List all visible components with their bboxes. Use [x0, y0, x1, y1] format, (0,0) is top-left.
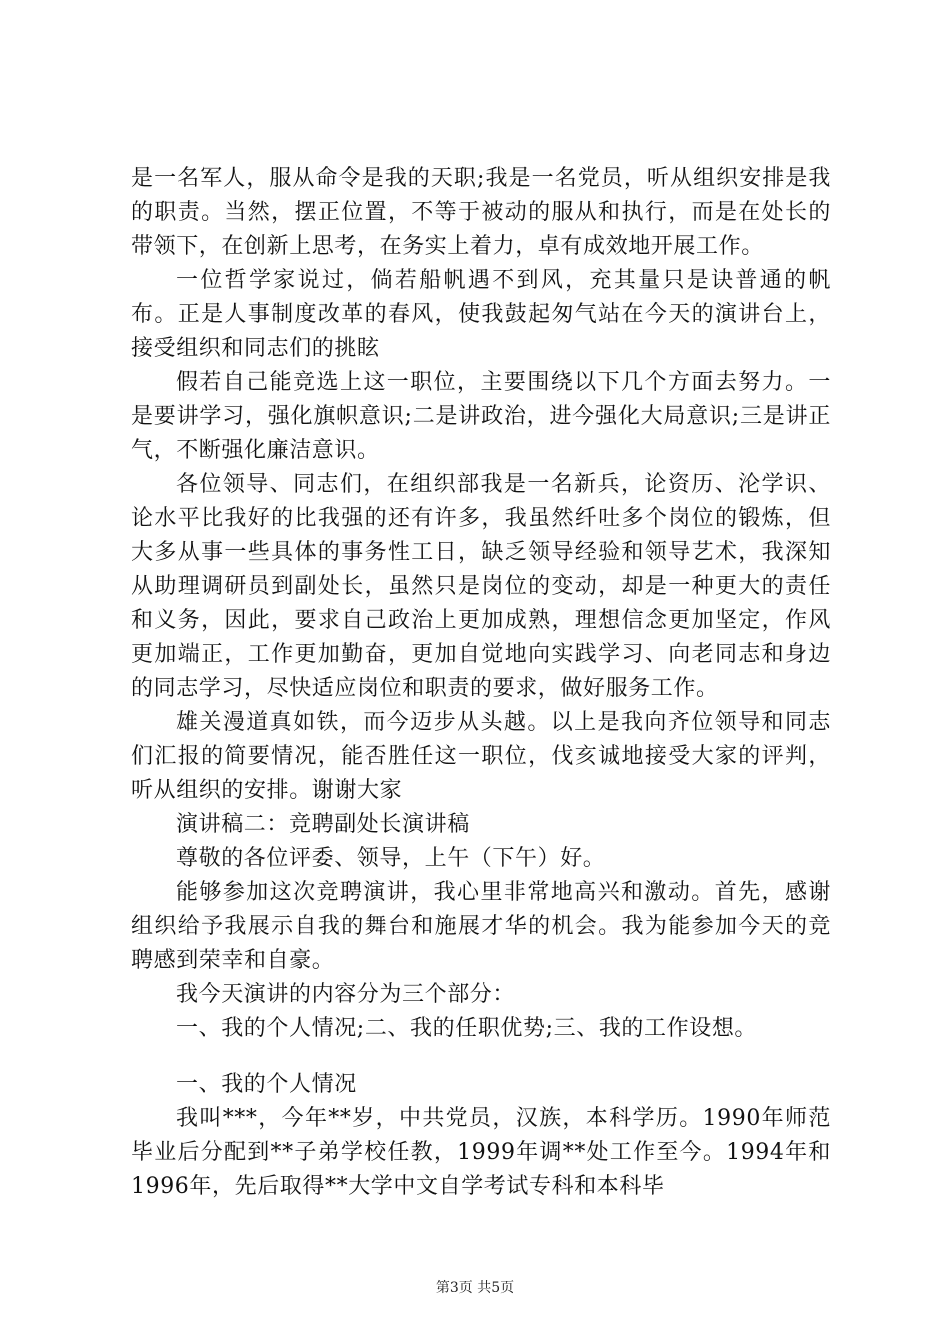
paragraph-1: 是一名军人，服从命令是我的天职;我是一名党员，听从组织安排是我的职责。当然，摆正位置，不等于被动的服从和执行，而是在处长的带领下，在创新上思考，在务实上着力，卓有成效地开展工作。 — [131, 166, 831, 259]
subheading: 一、我的个人情况 — [176, 1072, 357, 1097]
section-title: 演讲稿二：竞聘副处长演讲稿 — [176, 812, 470, 837]
paragraph-4: 各位领导、同志们，在组织部我是一名新兵，论资历、沦学识、论水平比我好的比我强的还有许多，我虽然纤吐多个岗位的锻炼，但大多从事一些具体的事务性工日，缺乏领导经验和领导艺术，我深知从助理调研员到副处长，虽然只是岗位的变动，却是一种更大的责任和义务，因此，要求自己政治上更加成熟，理想信念更加坚定，作风更加端正，工作更加勤奋，更加自觉地向实践学习、向老同志和身边的同志学习，尽快适应岗位和职责的要求，做好服务工作。 — [131, 472, 831, 701]
page-footer: 第3页 共5页 — [435, 1280, 515, 1296]
paragraph-2: 一位哲学家说过，倘若船帆遇不到风，充其量只是诀普通的帆布。正是人事制度改革的春风，使我鼓起匆气站在今天的演讲台上，接受组织和同志们的挑眩 — [131, 268, 831, 361]
salutation: 尊敬的各位评委、领导，上午（下午）好。 — [176, 846, 606, 871]
paragraph-5: 雄关漫道真如铁，而今迈步从头越。以上是我向齐位领导和同志们汇报的简要情况，能否胜任这一职位，伐亥诚地接受大家的评判，听从组织的安排。谢谢大家 — [131, 710, 831, 803]
outline-line: 一、我的个人情况;二、我的任职优势;三、我的工作设想。 — [176, 1016, 758, 1041]
paragraph-3: 假若自己能竞选上这一职位，主要围绕以下几个方面去努力。一是要讲学习，强化旗帜意识;二是讲政治，进今强化大局意识;三是讲正气，不断强化廉洁意识。 — [131, 370, 831, 463]
document-body — [131, 162, 831, 1204]
paragraph-8: 我叫***，今年**岁，中共党员，汉族，本科学历。1990年师范毕业后分配到**子弟学校任教，1999年调**处工作至今。1994年和1996年，先后取得**大学中文自学考试专科和本科毕 — [131, 1106, 831, 1199]
paragraph-7: 我今天演讲的内容分为三个部分： — [176, 982, 516, 1007]
paragraph-6: 能够参加这次竞聘演讲，我心里非常地高兴和激动。首先，感谢组织给予我展示自我的舞台和施展才华的机会。我为能参加今天的竞聘感到荣幸和自豪。 — [131, 880, 831, 973]
